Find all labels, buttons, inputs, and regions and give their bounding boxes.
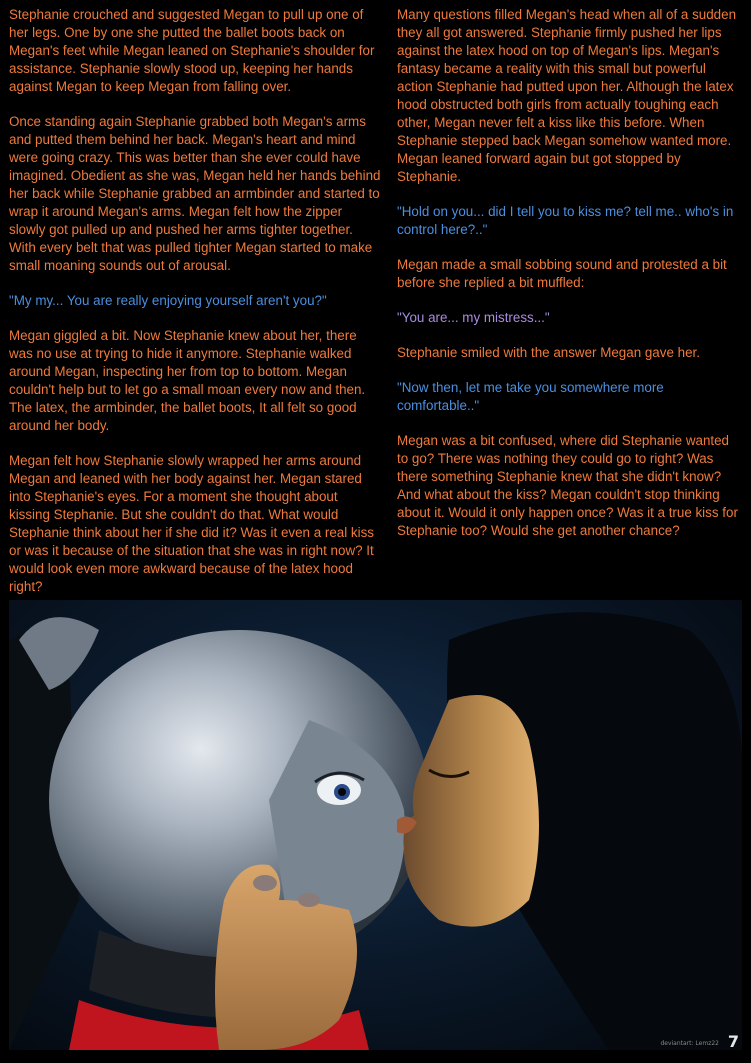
comic-illustration-panel [9, 600, 742, 1050]
narration-paragraph: Megan giggled a bit. Now Stephanie knew about her, there was no use at trying to hide it anymore. Stephanie walked around Megan, inspecting her from top to bottom. Megan couldn't help but to let go a small moan every now and then. The latex, the armbinder, the ballet boots, It all felt so good around her body. [9, 328, 366, 433]
narration-paragraph: Megan felt how Stephanie slowly wrapped her arms around Megan and leaned with her body against her. Megan stared into Stephanie's eyes. For a moment she thought about kissing Stephanie. But she couldn't do that. What would Stephanie think about her if she did it? Was it even a real kiss or was it because of the situation that she was in right now? It would look even more awkward because of the latex hood right? [9, 453, 374, 594]
narration-paragraph: Many questions filled Megan's head when all of a sudden they all got answered. Stephanie firmly pushed her lips against the latex hood on top of Megan's lips. Megan's fantasy became a reality with this small but powerful action Stephanie had putted upon her. Although the latex hood obstructed both girls from actually toughing each other, Megan never felt a kiss like this before. When Stephanie stepped back Megan somehow wanted more. Megan leaned forward again but got stopped by Stephanie. [397, 7, 737, 184]
artist-credit: deviantart: Lemz22 [660, 1040, 719, 1047]
dialogue-line: "You are... my mistress..." [397, 310, 550, 325]
narration-paragraph: Once standing again Stephanie grabbed both Megan's arms and putted them behind her back. Megan's heart and mind were going crazy. This was better than she ever could have imagined. Obedient as she was, Megan held her hands behind her back while Stephanie grabbed an armbinder and started to wrap it around Megan's arms. Megan felt how the zipper slowly got pulled up and pushed her arms tighter together. With every belt that was pulled tighter Megan started to make small moaning sounds out of arousal. [9, 114, 381, 273]
kiss-illustration [9, 600, 742, 1050]
narration-paragraph: Megan made a small sobbing sound and protested a bit before she replied a bit muffled: [397, 257, 727, 290]
stephanie-face [403, 695, 539, 927]
narration-paragraph: Stephanie smiled with the answer Megan gave her. [397, 345, 700, 360]
dialogue-line: "Hold on you... did I tell you to kiss me? tell me.. who's in control here?.." [397, 204, 734, 237]
narration-paragraph: Stephanie crouched and suggested Megan to pull up one of her legs. One by one she putted the ballet boots back on Megan's feet while Megan leaned on Stephanie's shoulder for assistance. Stephanie slowly stood up, keeping her hands against Megan to keep Megan from falling over. [9, 7, 375, 94]
dialogue-line: "My my... You are really enjoying yourself aren't you?" [9, 293, 327, 308]
right-text-column [397, 6, 742, 557]
narration-paragraph: Megan was a bit confused, where did Stephanie wanted to go? There was nothing they could go to right? Was there something Stephanie knew that she didn't know? And what about the kiss? Megan couldn't stop thinking about it. Would it only happen once? Was it a true kiss for Stephanie too? Would she get another chance? [397, 433, 738, 538]
dialogue-line: "Now then, let me take you somewhere more comfortable.." [397, 380, 664, 413]
left-text-column [9, 6, 381, 613]
page-number: 7 [727, 1032, 739, 1051]
